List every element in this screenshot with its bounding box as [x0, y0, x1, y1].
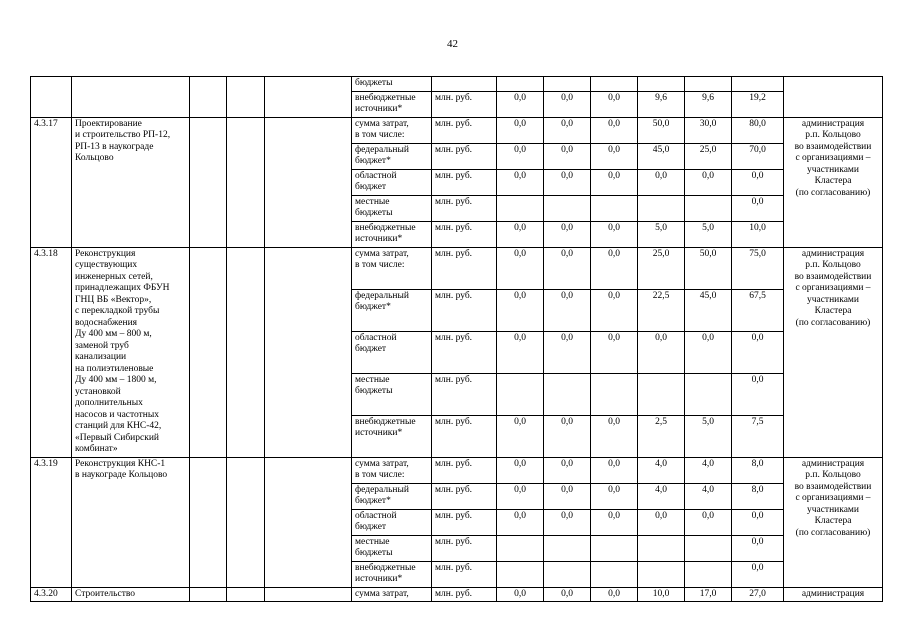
total-value-cell: 0,0: [732, 561, 784, 587]
year-value-cell: 5,0: [685, 415, 732, 457]
year-value-cell: 0,0: [544, 289, 591, 331]
empty-cell: [190, 457, 227, 587]
unit-cell: млн. руб.: [432, 535, 497, 561]
total-value-cell: 27,0: [732, 587, 784, 602]
funding-source-cell: сумма затрат,: [352, 587, 432, 602]
total-value-cell: 0,0: [732, 509, 784, 535]
unit-cell: млн. руб.: [432, 509, 497, 535]
funding-source-cell: сумма затрат, в том числе:: [352, 457, 432, 483]
year-value-cell: 9,6: [685, 91, 732, 117]
funding-source-cell: внебюджетные источники*: [352, 221, 432, 247]
executor-cell: администрация р.п. Кольцово во взаимодействии с организациями – участниками Кластера (по согласованию): [784, 457, 883, 587]
total-value-cell: 0,0: [732, 535, 784, 561]
unit-cell: млн. руб.: [432, 195, 497, 221]
empty-cell: [190, 587, 227, 602]
year-value-cell: 0,0: [591, 143, 638, 169]
unit-cell: млн. руб.: [432, 169, 497, 195]
total-value-cell: 19,2: [732, 91, 784, 117]
year-value-cell: 17,0: [685, 587, 732, 602]
total-value-cell: 0,0: [732, 195, 784, 221]
year-value-cell: [685, 535, 732, 561]
item-name-cell: Строительство: [72, 587, 190, 602]
year-value-cell: [497, 195, 544, 221]
year-value-cell: 0,0: [591, 91, 638, 117]
year-value-cell: 2,5: [638, 415, 685, 457]
empty-cell: [227, 117, 265, 247]
unit-cell: млн. руб.: [432, 457, 497, 483]
funding-source-cell: внебюджетные источники*: [352, 415, 432, 457]
item-number-cell: 4.3.20: [31, 587, 72, 602]
table-row: [31, 247, 883, 289]
total-value-cell: 0,0: [732, 331, 784, 373]
item-name-cell: Проектирование и строительство РП-12, РП-13 в наукограде Кольцово: [72, 117, 190, 247]
year-value-cell: 25,0: [638, 247, 685, 289]
year-value-cell: [497, 561, 544, 587]
year-value-cell: 0,0: [497, 483, 544, 509]
unit-cell: млн. руб.: [432, 289, 497, 331]
empty-cell: [190, 117, 227, 247]
empty-cell: [190, 247, 227, 457]
executor-cell: [784, 77, 883, 118]
year-value-cell: [685, 77, 732, 92]
year-value-cell: 4,0: [638, 457, 685, 483]
year-value-cell: 0,0: [544, 457, 591, 483]
year-value-cell: 4,0: [685, 457, 732, 483]
year-value-cell: 0,0: [544, 331, 591, 373]
year-value-cell: [544, 561, 591, 587]
year-value-cell: [591, 561, 638, 587]
year-value-cell: 0,0: [497, 91, 544, 117]
year-value-cell: 0,0: [497, 247, 544, 289]
year-value-cell: 0,0: [591, 457, 638, 483]
year-value-cell: [591, 373, 638, 415]
year-value-cell: 0,0: [544, 143, 591, 169]
year-value-cell: 5,0: [685, 221, 732, 247]
item-name-cell: [72, 77, 190, 118]
funding-source-cell: внебюджетные источники*: [352, 91, 432, 117]
funding-source-cell: областной бюджет: [352, 169, 432, 195]
year-value-cell: 4,0: [685, 483, 732, 509]
empty-cell: [265, 247, 352, 457]
table-row: [31, 117, 883, 143]
year-value-cell: [497, 77, 544, 92]
empty-cell: [227, 587, 265, 602]
empty-cell: [227, 457, 265, 587]
year-value-cell: 0,0: [544, 509, 591, 535]
year-value-cell: 0,0: [638, 331, 685, 373]
year-value-cell: [544, 77, 591, 92]
year-value-cell: 4,0: [638, 483, 685, 509]
year-value-cell: [591, 77, 638, 92]
year-value-cell: [497, 373, 544, 415]
unit-cell: млн. руб.: [432, 247, 497, 289]
total-value-cell: 8,0: [732, 457, 784, 483]
empty-cell: [265, 457, 352, 587]
unit-cell: млн. руб.: [432, 91, 497, 117]
financing-table: [30, 76, 883, 602]
funding-source-cell: областной бюджет: [352, 331, 432, 373]
funding-source-cell: федеральный бюджет*: [352, 483, 432, 509]
funding-source-cell: сумма затрат, в том числе:: [352, 117, 432, 143]
funding-source-cell: сумма затрат, в том числе:: [352, 247, 432, 289]
year-value-cell: [638, 373, 685, 415]
year-value-cell: 45,0: [638, 143, 685, 169]
year-value-cell: 0,0: [497, 457, 544, 483]
funding-source-cell: федеральный бюджет*: [352, 289, 432, 331]
unit-cell: млн. руб.: [432, 331, 497, 373]
table-row: [31, 587, 883, 602]
year-value-cell: 0,0: [544, 415, 591, 457]
year-value-cell: 0,0: [497, 331, 544, 373]
year-value-cell: 45,0: [685, 289, 732, 331]
year-value-cell: 22,5: [638, 289, 685, 331]
year-value-cell: [591, 535, 638, 561]
year-value-cell: 0,0: [591, 221, 638, 247]
unit-cell: млн. руб.: [432, 373, 497, 415]
year-value-cell: 0,0: [497, 221, 544, 247]
unit-cell: млн. руб.: [432, 415, 497, 457]
year-value-cell: 0,0: [497, 143, 544, 169]
unit-cell: млн. руб.: [432, 117, 497, 143]
year-value-cell: 5,0: [638, 221, 685, 247]
empty-cell: [265, 77, 352, 118]
year-value-cell: 0,0: [591, 331, 638, 373]
total-value-cell: 75,0: [732, 247, 784, 289]
year-value-cell: 0,0: [591, 587, 638, 602]
year-value-cell: 0,0: [544, 117, 591, 143]
empty-cell: [265, 117, 352, 247]
item-number-cell: 4.3.19: [31, 457, 72, 587]
year-value-cell: 0,0: [591, 247, 638, 289]
year-value-cell: 0,0: [497, 169, 544, 195]
year-value-cell: [497, 535, 544, 561]
total-value-cell: 0,0: [732, 169, 784, 195]
unit-cell: [432, 77, 497, 92]
year-value-cell: 0,0: [544, 169, 591, 195]
year-value-cell: [544, 373, 591, 415]
table-row: [31, 457, 883, 483]
total-value-cell: 67,5: [732, 289, 784, 331]
item-name-cell: Реконструкция существующих инженерных сетей, принадлежащих ФБУН ГНЦ ВБ «Вектор», с перекладкой трубы водоснабжения Ду 400 мм – 800 м, заменой труб канализации на полиэтиленовые Ду 400 мм – 1800 м, установкой дополнительных насосов и частотных станций для КНС-42, «Первый Сибирский комбинат»: [72, 247, 190, 457]
funding-source-cell: областной бюджет: [352, 509, 432, 535]
total-value-cell: 70,0: [732, 143, 784, 169]
empty-cell: [265, 587, 352, 602]
total-value-cell: [732, 77, 784, 92]
page-number: 42: [447, 38, 458, 50]
year-value-cell: 0,0: [591, 509, 638, 535]
year-value-cell: 0,0: [591, 289, 638, 331]
empty-cell: [227, 77, 265, 118]
unit-cell: млн. руб.: [432, 143, 497, 169]
executor-cell: администрация р.п. Кольцово во взаимодействии с организациями – участниками Кластера (по согласованию): [784, 117, 883, 247]
year-value-cell: [544, 195, 591, 221]
year-value-cell: 0,0: [685, 509, 732, 535]
year-value-cell: 25,0: [685, 143, 732, 169]
year-value-cell: [685, 561, 732, 587]
year-value-cell: [638, 195, 685, 221]
total-value-cell: 0,0: [732, 373, 784, 415]
table-row: [31, 77, 883, 92]
funding-source-cell: местные бюджеты: [352, 373, 432, 415]
executor-cell: администрация р.п. Кольцово во взаимодействии с организациями – участниками Кластера (по согласованию): [784, 247, 883, 457]
year-value-cell: [685, 195, 732, 221]
year-value-cell: [544, 535, 591, 561]
total-value-cell: 8,0: [732, 483, 784, 509]
year-value-cell: 0,0: [638, 169, 685, 195]
item-number-cell: 4.3.18: [31, 247, 72, 457]
unit-cell: млн. руб.: [432, 483, 497, 509]
year-value-cell: 0,0: [544, 91, 591, 117]
funding-source-cell: местные бюджеты: [352, 535, 432, 561]
empty-cell: [227, 247, 265, 457]
year-value-cell: 0,0: [497, 415, 544, 457]
year-value-cell: [591, 195, 638, 221]
year-value-cell: [638, 77, 685, 92]
year-value-cell: 0,0: [497, 117, 544, 143]
year-value-cell: 0,0: [544, 483, 591, 509]
item-name-cell: Реконструкция КНС-1 в наукограде Кольцово: [72, 457, 190, 587]
year-value-cell: 0,0: [497, 509, 544, 535]
unit-cell: млн. руб.: [432, 587, 497, 602]
executor-cell: администрация: [784, 587, 883, 602]
total-value-cell: 10,0: [732, 221, 784, 247]
year-value-cell: [685, 373, 732, 415]
year-value-cell: 0,0: [591, 169, 638, 195]
year-value-cell: 0,0: [638, 509, 685, 535]
funding-source-cell: федеральный бюджет*: [352, 143, 432, 169]
funding-source-cell: внебюджетные источники*: [352, 561, 432, 587]
total-value-cell: 80,0: [732, 117, 784, 143]
year-value-cell: 0,0: [544, 587, 591, 602]
year-value-cell: 0,0: [497, 587, 544, 602]
year-value-cell: [638, 561, 685, 587]
year-value-cell: [638, 535, 685, 561]
empty-cell: [190, 77, 227, 118]
funding-source-cell: местные бюджеты: [352, 195, 432, 221]
year-value-cell: 0,0: [591, 483, 638, 509]
year-value-cell: 0,0: [591, 415, 638, 457]
year-value-cell: 0,0: [544, 221, 591, 247]
year-value-cell: 0,0: [591, 117, 638, 143]
year-value-cell: 50,0: [638, 117, 685, 143]
total-value-cell: 7,5: [732, 415, 784, 457]
year-value-cell: 0,0: [685, 169, 732, 195]
year-value-cell: 50,0: [685, 247, 732, 289]
year-value-cell: 0,0: [685, 331, 732, 373]
year-value-cell: 30,0: [685, 117, 732, 143]
item-number-cell: [31, 77, 72, 118]
item-number-cell: 4.3.17: [31, 117, 72, 247]
unit-cell: млн. руб.: [432, 221, 497, 247]
year-value-cell: 0,0: [497, 289, 544, 331]
funding-source-cell: бюджеты: [352, 77, 432, 92]
year-value-cell: 0,0: [544, 247, 591, 289]
unit-cell: млн. руб.: [432, 561, 497, 587]
year-value-cell: 9,6: [638, 91, 685, 117]
year-value-cell: 10,0: [638, 587, 685, 602]
